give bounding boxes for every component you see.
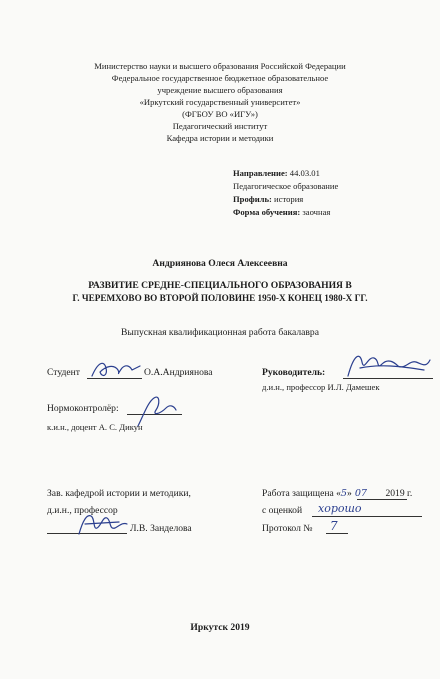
institute-name: Педагогический институт	[172, 121, 268, 131]
grade-value: хорошо	[318, 502, 362, 515]
institution-type-line-2: учреждение высшего образования	[157, 85, 283, 95]
grade-line	[312, 516, 422, 517]
defense-label: Работа защищена «	[262, 488, 341, 499]
defense-date-row	[262, 488, 412, 499]
defense-day: 5	[340, 488, 348, 499]
thesis-title-line-2: Г. ЧЕРЕМХОВО ВО ВТОРОЙ ПОЛОВИНЕ 1950-Х КОНЕЦ 1980-Х ГГ.	[72, 293, 368, 303]
profile-value: история	[274, 194, 304, 204]
defense-month: 07	[354, 488, 368, 499]
direction-row	[233, 167, 320, 179]
protocol-value: 7	[330, 519, 338, 533]
student-name: О.А.Андриянова	[144, 367, 213, 378]
direction-name: Педагогическое образование	[233, 181, 339, 191]
student-signature	[86, 356, 146, 382]
author-name: Андриянова Олеся Алексеевна	[152, 258, 288, 269]
profile-row	[233, 193, 303, 205]
normcontrol-details: к.и.н., доцент А. С. Дикун	[47, 422, 143, 432]
protocol-label: Протокол №	[262, 523, 313, 534]
city-year: Иркутск 2019	[190, 622, 250, 633]
supervisor-signature	[340, 348, 435, 384]
institution-type-line: Федеральное государственное бюджетное образовательное	[111, 73, 329, 83]
protocol-line	[326, 533, 348, 534]
supervisor-label: Руководитель:	[262, 367, 326, 378]
profile-label: Профиль:	[233, 194, 272, 204]
university-name: «Иркутский государственный университет»	[139, 97, 301, 107]
ministry-line: Министерство науки и высшего образования Российской Федерации	[94, 61, 346, 71]
grade-label: с оценкой	[262, 505, 303, 516]
head-of-dept-label: Зав. кафедрой истории и методики,	[47, 488, 191, 499]
form-value: заочная	[302, 207, 331, 217]
form-row	[233, 206, 330, 218]
direction-value: 44.03.01	[289, 168, 320, 178]
thesis-title-line-1: РАЗВИТИЕ СРЕДНЕ-СПЕЦИАЛЬНОГО ОБРАЗОВАНИЯ В	[88, 280, 352, 291]
supervisor-details: д.и.н., профессор И.Л. Дамешек	[262, 382, 380, 392]
head-of-dept-name: Л.В. Занделова	[130, 523, 192, 534]
head-of-dept-title: д.и.н., профессор	[47, 505, 118, 516]
direction-label: Направление:	[233, 168, 288, 178]
head-signature	[75, 508, 130, 540]
department-name: Кафедра истории и методики	[166, 133, 274, 143]
defense-day-close: »	[347, 488, 352, 499]
work-type: Выпускная квалификационная работа бакалавра	[121, 327, 319, 338]
university-abbr: (ФГБОУ ВО «ИГУ»)	[182, 109, 258, 119]
student-label: Студент	[47, 367, 80, 378]
defense-year: 2019 г.	[385, 488, 413, 499]
normcontrol-label: Нормоконтролёр:	[47, 403, 119, 414]
defense-month-line	[357, 499, 407, 500]
form-label: Форма обучения:	[233, 207, 301, 217]
